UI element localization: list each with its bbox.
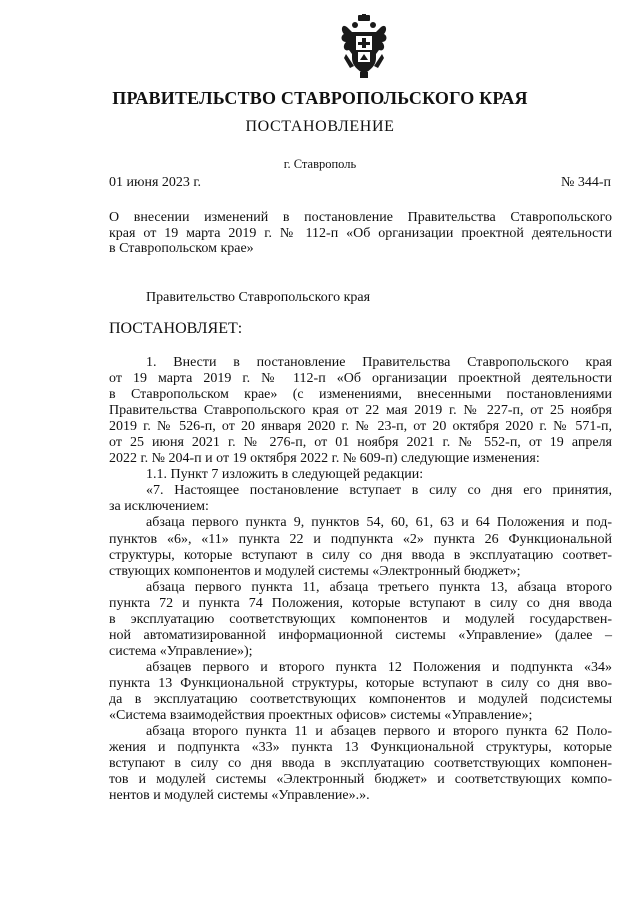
body-line: 1. Внести в постановление Правительства Ставропольского края xyxy=(146,355,612,370)
body-line: от 19 марта 2019 г. № 112-п «Об организации проектной деятельности xyxy=(109,371,612,387)
subject-line: О внесении изменений в постановление Правительства Ставропольского xyxy=(109,210,612,225)
body-line: 2022 г. № 204-п и от 19 октября 2022 г. № 609-п) следующие изменения: xyxy=(109,451,540,467)
resolves-heading: ПОСТАНОВЛЯЕТ: xyxy=(109,320,243,337)
body-line: ной автоматизированной информационной системы «Управление» (далее – xyxy=(109,627,612,643)
body-line: структуры, которые вступают в силу со дня ввода в эксплуатацию соответ- xyxy=(109,547,612,563)
body-line: система «Управление»); xyxy=(109,643,253,659)
body-line: абзацев первого и второго пункта 12 Положения и подпункта «34» xyxy=(146,659,612,675)
body-line: нентов и модулей системы «Управление».». xyxy=(109,788,370,804)
document-subject xyxy=(109,210,612,257)
body-line: в Ставропольском крае» (с изменениями, внесенными постановлениями xyxy=(109,387,612,403)
body-line: абзаца второго пункта 11 и абзацев первого и второго пункта 62 Поло- xyxy=(146,724,612,740)
body-line: жения и подпункта «33» пункта 13 Функциональной структуры, которые xyxy=(109,740,612,756)
body-line: за исключением: xyxy=(109,499,209,515)
coat-of-arms-icon xyxy=(338,14,390,80)
body-line: «7. Настоящее постановление вступает в силу со дня его принятия, xyxy=(146,483,612,499)
city-name: г. Ставрополь xyxy=(283,157,357,171)
subject-line: края от 19 марта 2019 г. № 112-п «Об организации проектной деятельности xyxy=(109,225,612,241)
body-line: да в эксплуатацию соответствующих компонентов и модулей подсистемы xyxy=(109,691,612,707)
preamble: Правительство Ставропольского края xyxy=(146,290,371,305)
body-line: пункта 72 и пункта 74 Положения, которые вступают в силу со дня ввода xyxy=(109,595,612,611)
document-date: 01 июня 2023 г. xyxy=(109,175,202,190)
body-line: от 25 июня 2021 г. № 276-п, от 01 ноября 2021 г. № 552-п, от 19 апреля xyxy=(109,435,612,451)
body-line: пункта 13 Функциональной структуры, которые вступают в силу со дня вво- xyxy=(109,675,612,691)
body-line: в эксплуатацию соответствующих компонентов и модулей государствен- xyxy=(109,611,612,627)
body-line: пунктов «6», «11» пункта 22 и подпункта «2» пункта 26 Функциональной xyxy=(109,531,612,547)
body-line: абзаца первого пункта 9, пунктов 54, 60, 61, 63 и 64 Положения и под- xyxy=(146,515,612,531)
body-line: вступают в силу со дня ввода в эксплуатацию соответствующих компонен- xyxy=(109,756,612,772)
subject-line: в Ставропольском крае» xyxy=(109,241,254,256)
government-title: ПРАВИТЕЛЬСТВО СТАВРОПОЛЬСКОГО КРАЯ xyxy=(112,88,528,108)
body-line: 2019 г. № 526-п, от 20 января 2020 г. № 23-п, от 20 октября 2020 г. № 571-п, xyxy=(109,419,612,435)
document-body xyxy=(109,355,612,804)
body-line: 1.1. Пункт 7 изложить в следующей редакции: xyxy=(146,467,424,483)
body-line: «Система взаимодействия проектных офисов» системы «Управление»; xyxy=(109,708,533,724)
body-line: тов и модулей системы «Электронный бюджет» и соответствующих компо- xyxy=(109,772,612,788)
body-line: абзаца первого пункта 11, абзаца третьего пункта 13, абзаца второго xyxy=(146,579,612,595)
document-number: № 344-п xyxy=(560,175,611,190)
document-type: ПОСТАНОВЛЕНИЕ xyxy=(245,118,395,135)
body-line: ствующих компонентов и модулей системы «Электронный бюджет»; xyxy=(109,563,521,579)
body-line: Правительства Ставропольского края от 22 мая 2019 г. № 227-п, от 25 ноября xyxy=(109,403,612,419)
